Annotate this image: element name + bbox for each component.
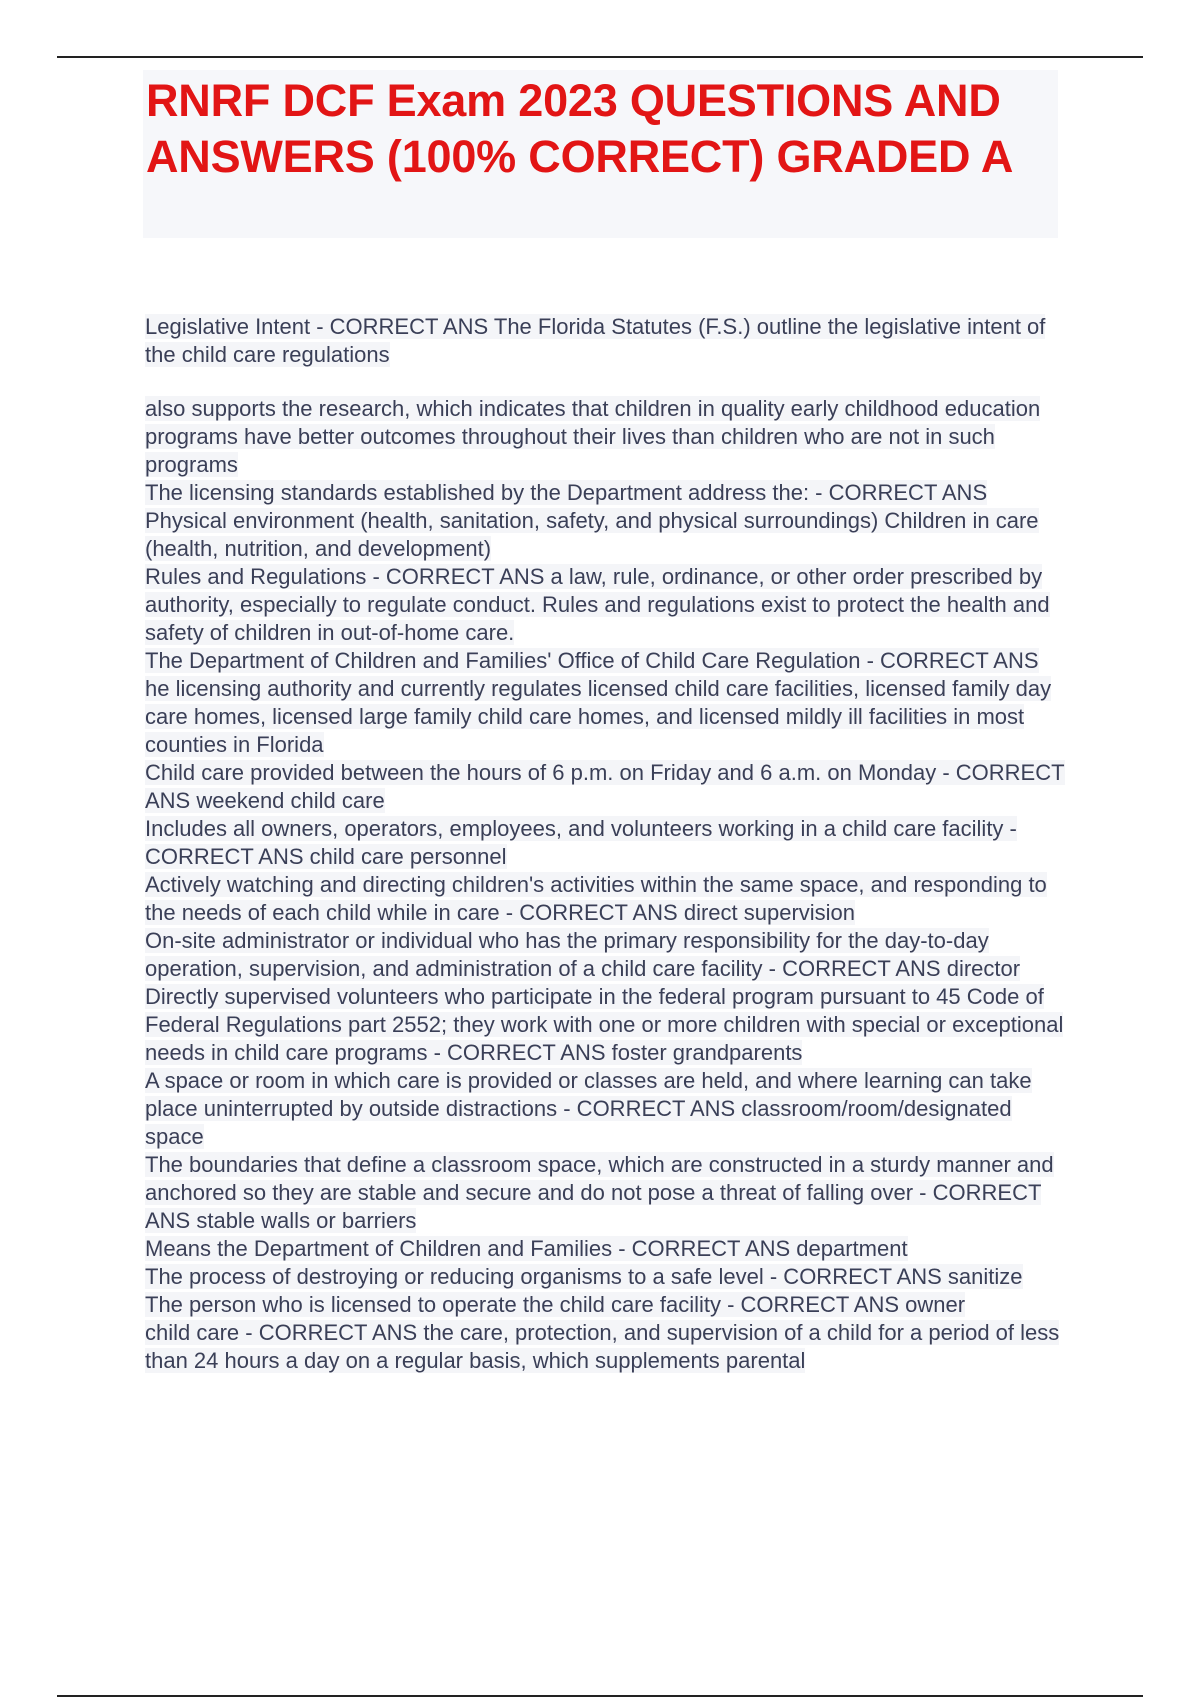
bottom-rule [57, 1695, 1143, 1697]
entry-office-child-care-regulation: The Department of Children and Families' Office of Child Care Regulation - CORRECT ANS he licensing authority and currently regulates licensed child care facilities, licensed family day care homes, licensed large family child care homes, and licensed mildly ill facilities in most counties in Florida [145, 648, 1052, 757]
entry-licensing-standards: The licensing standards established by the Department address the: - CORRECT ANS Physical environment (health, sanitation, safety, and physical surroundings) Children in care (health, nutrition, and development) [145, 480, 1039, 561]
entry-rules-regulations: Rules and Regulations - CORRECT ANS a law, rule, ordinance, or other order prescribed by authority, especially to regulate conduct. Rules and regulations exist to protect the health and safety of children in out-of-home care. [145, 564, 1050, 645]
entry-weekend-child-care: Child care provided between the hours of 6 p.m. on Friday and 6 a.m. on Monday - CORRECT ANS weekend child care [145, 760, 1065, 813]
entry-department: Means the Department of Children and Families - CORRECT ANS department [145, 1236, 908, 1261]
document-body [145, 313, 1065, 1375]
paragraph-gap [145, 369, 1065, 395]
entry-legislative-intent: Legislative Intent - CORRECT ANS The Florida Statutes (F.S.) outline the legislative intent of the child care regulations [145, 314, 1046, 367]
entry-direct-supervision: Actively watching and directing children's activities within the same space, and responding to the needs of each child while in care - CORRECT ANS direct supervision [145, 872, 1047, 925]
document-title: RNRF DCF Exam 2023 QUESTIONS AND ANSWERS (100% CORRECT) GRADED A [146, 75, 1014, 182]
entry-research: also supports the research, which indicates that children in quality early childhood education programs have better outcomes throughout their lives than children who are not in such programs [145, 396, 1041, 477]
entry-foster-grandparents: Directly supervised volunteers who participate in the federal program pursuant to 45 Code of Federal Regulations part 2552; they work with one or more children with special or exceptional needs in child care programs - CORRECT ANS foster grandparents [145, 984, 1064, 1065]
entry-director: On-site administrator or individual who has the primary responsibility for the day-to-day operation, supervision, and administration of a child care facility - CORRECT ANS director [145, 928, 1021, 981]
entry-sanitize: The process of destroying or reducing organisms to a safe level - CORRECT ANS sanitize [145, 1264, 1023, 1289]
top-rule [57, 56, 1143, 58]
entry-child-care-personnel: Includes all owners, operators, employees, and volunteers working in a child care facility - CORRECT ANS child care personnel [145, 816, 1017, 869]
entry-owner: The person who is licensed to operate the child care facility - CORRECT ANS owner [145, 1292, 966, 1317]
title-block [143, 70, 1058, 238]
entry-stable-walls: The boundaries that define a classroom space, which are constructed in a sturdy manner and anchored so they are stable and secure and do not pose a threat of falling over - CORRECT ANS stable walls or barriers [145, 1152, 1054, 1233]
entry-child-care: child care - CORRECT ANS the care, protection, and supervision of a child for a period of less than 24 hours a day on a regular basis, which supplements parental [145, 1320, 1060, 1373]
entry-classroom: A space or room in which care is provided or classes are held, and where learning can take place uninterrupted by outside distractions - CORRECT ANS classroom/room/designated space [145, 1068, 1032, 1149]
